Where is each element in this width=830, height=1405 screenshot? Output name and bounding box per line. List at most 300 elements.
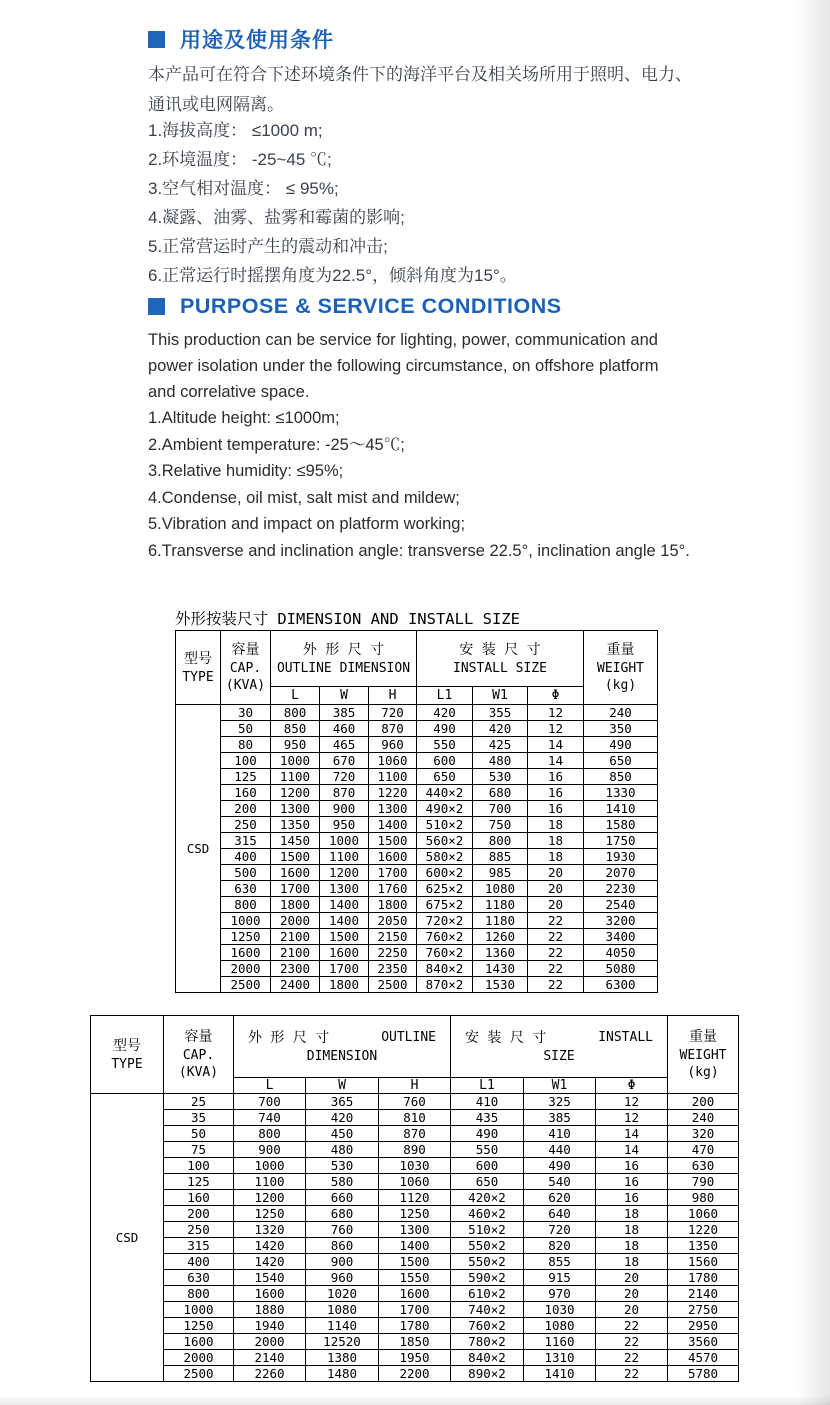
table-cell: 800	[164, 1286, 234, 1302]
table-cell: 125	[221, 769, 271, 785]
table-row	[176, 737, 658, 753]
table-cell: 1600	[164, 1334, 234, 1350]
table-cell: 12	[596, 1094, 668, 1110]
table-cell: 530	[306, 1158, 379, 1174]
table-cell: 900	[306, 1254, 379, 1270]
table-cell: 1250	[379, 1206, 451, 1222]
cn-list-item: 1.海拔高度： ≤1000 m;	[148, 121, 323, 140]
table-cell: 1750	[584, 833, 658, 849]
table-cell: 600	[451, 1158, 524, 1174]
table-cell: 1200	[271, 785, 320, 801]
table-cell: 530	[473, 769, 528, 785]
table-cell: 1330	[584, 785, 658, 801]
table-cell: 20	[528, 897, 584, 913]
cn-section-title: 用途及使用条件	[180, 29, 334, 52]
table-cell: 20	[528, 881, 584, 897]
table-cell: 400	[164, 1254, 234, 1270]
table-cell: 1500	[320, 929, 369, 945]
table-cell: 50	[164, 1126, 234, 1142]
table-cell: 2100	[271, 929, 320, 945]
table-cell: 450	[306, 1126, 379, 1142]
table-row	[91, 1222, 739, 1238]
table-cell: 22	[528, 977, 584, 993]
table-cell: 1700	[379, 1302, 451, 1318]
table-row	[91, 1302, 739, 1318]
table-cell: 720×2	[417, 913, 473, 929]
table-cell: 790	[668, 1174, 739, 1190]
table-cell: 1560	[668, 1254, 739, 1270]
table-cell: 620	[524, 1190, 596, 1206]
table-cell: 820	[524, 1238, 596, 1254]
table1-header-outline: 外 形 尺 寸 OUTLINE DIMENSION	[271, 631, 417, 687]
table-cell: 1500	[271, 849, 320, 865]
table-cell: 1400	[379, 1238, 451, 1254]
table-cell: 1800	[369, 897, 417, 913]
table-cell: 14	[596, 1126, 668, 1142]
table-cell: 1100	[369, 769, 417, 785]
table-row	[176, 769, 658, 785]
table-cell: 2950	[668, 1318, 739, 1334]
table-cell: 890	[379, 1142, 451, 1158]
table-cell: 630	[221, 881, 271, 897]
table-cell: 1950	[379, 1350, 451, 1366]
table-row	[91, 1254, 739, 1270]
table-cell: 900	[320, 801, 369, 817]
cn-list-item: 6.正常运行时摇摆角度为22.5°，倾斜角度为15°。	[148, 266, 517, 285]
table2-subcol-W: W	[306, 1078, 379, 1094]
table-cell: 2000	[164, 1350, 234, 1366]
table-cell: 510×2	[417, 817, 473, 833]
table-cell: 870	[369, 721, 417, 737]
table-row	[91, 1110, 739, 1126]
table-cell: 600	[417, 753, 473, 769]
table-cell: 1540	[234, 1270, 306, 1286]
en-list-item: 3.Relative humidity: ≤95%;	[148, 462, 344, 480]
table-cell: 1420	[234, 1254, 306, 1270]
table-cell: 440×2	[417, 785, 473, 801]
table-cell: 2000	[271, 913, 320, 929]
cn-section-heading	[148, 24, 334, 54]
table-cell: 1530	[473, 977, 528, 993]
table-cell: 760	[379, 1094, 451, 1110]
table-cell: 750	[473, 817, 528, 833]
dimension-table-2-section	[90, 1015, 739, 1382]
table-cell: 670	[320, 753, 369, 769]
table-cell: 460	[320, 721, 369, 737]
table1-header-weight: 重量 WEIGHT (kg)	[584, 631, 658, 705]
table-cell: 22	[596, 1318, 668, 1334]
table-cell: 1250	[221, 929, 271, 945]
table-cell: 410	[451, 1094, 524, 1110]
table-cell: 240	[584, 705, 658, 721]
table-cell: 2140	[668, 1286, 739, 1302]
table-cell: 890×2	[451, 1366, 524, 1382]
table-cell: 960	[306, 1270, 379, 1286]
table-cell: 2140	[234, 1350, 306, 1366]
table-cell: 760×2	[417, 929, 473, 945]
table-cell: 100	[221, 753, 271, 769]
table-cell: 420	[417, 705, 473, 721]
table-cell: 1060	[369, 753, 417, 769]
table1-body	[176, 705, 658, 993]
table-row	[91, 1094, 739, 1110]
table-cell: 1000	[164, 1302, 234, 1318]
table-cell: 2000	[234, 1334, 306, 1350]
table-cell: 850	[584, 769, 658, 785]
table-cell: 550	[451, 1142, 524, 1158]
table-cell: 1060	[379, 1174, 451, 1190]
table1-title: 外形按装尺寸 DIMENSION AND INSTALL SIZE	[175, 610, 520, 628]
table-cell: 1120	[379, 1190, 451, 1206]
table-row	[176, 977, 658, 993]
table-cell: 22	[528, 929, 584, 945]
table-cell: 420	[473, 721, 528, 737]
table-cell: 18	[528, 849, 584, 865]
table-cell: 22	[528, 913, 584, 929]
table-cell: 860	[306, 1238, 379, 1254]
table-cell: 490	[417, 721, 473, 737]
table2-body	[91, 1094, 739, 1382]
table-cell: 2500	[369, 977, 417, 993]
table1-subcol-W: W	[320, 687, 369, 705]
table2-header-outline: 外 形 尺 寸 OUTLINE DIMENSION	[234, 1016, 451, 1078]
en-list-item: 4.Condense, oil mist, salt mist and mildew;	[148, 488, 460, 507]
table-cell: 2250	[369, 945, 417, 961]
dimension-table-1-section	[175, 609, 658, 993]
table-cell: 610×2	[451, 1286, 524, 1302]
table-cell: 1160	[524, 1334, 596, 1350]
table-cell: 850	[271, 721, 320, 737]
table-cell: 14	[528, 753, 584, 769]
table-cell: 5780	[668, 1366, 739, 1382]
table-cell: 1500	[379, 1254, 451, 1270]
table-row	[176, 801, 658, 817]
table-cell: 22	[596, 1350, 668, 1366]
en-intro-line: power isolation under the following circumstance, on offshore platform	[148, 357, 659, 375]
table-cell: 1100	[320, 849, 369, 865]
table-row	[91, 1142, 739, 1158]
table-cell: 480	[306, 1142, 379, 1158]
table-cell: 1220	[668, 1222, 739, 1238]
table-cell: 2150	[369, 929, 417, 945]
cn-list-item: 5.正常营运时产生的震动和冲击;	[148, 237, 388, 256]
table-cell: 125	[164, 1174, 234, 1190]
table-cell: 18	[596, 1254, 668, 1270]
table2-header-install: 安 装 尺 寸 INSTALL SIZE	[451, 1016, 668, 1078]
table-cell: 1350	[668, 1238, 739, 1254]
table-cell: 200	[221, 801, 271, 817]
table-cell: 1600	[271, 865, 320, 881]
table-cell: 2500	[221, 977, 271, 993]
table-cell: 2100	[271, 945, 320, 961]
table-cell: 420	[306, 1110, 379, 1126]
table2-subcol-H: H	[379, 1078, 451, 1094]
table-row	[91, 1190, 739, 1206]
table-cell: 20	[528, 865, 584, 881]
table-cell: 2070	[584, 865, 658, 881]
table-row	[91, 1366, 739, 1382]
table-cell: 840×2	[417, 961, 473, 977]
dimension-install-table-2	[90, 1015, 739, 1382]
table-cell: 440	[524, 1142, 596, 1158]
table-cell: 810	[379, 1110, 451, 1126]
table-cell: 12520	[306, 1334, 379, 1350]
table-cell: 1450	[271, 833, 320, 849]
table2-subcol-L1: L1	[451, 1078, 524, 1094]
table-cell: 1300	[271, 801, 320, 817]
table-cell: 800	[234, 1126, 306, 1142]
table-cell: 700	[473, 801, 528, 817]
table-cell: 1430	[473, 961, 528, 977]
table-cell: 50	[221, 721, 271, 737]
table-cell: 1100	[271, 769, 320, 785]
table-cell: 840×2	[451, 1350, 524, 1366]
table-row	[91, 1350, 739, 1366]
table-cell: 16	[528, 785, 584, 801]
en-list-item: 5.Vibration and impact on platform working;	[148, 515, 466, 533]
table-cell: 250	[164, 1222, 234, 1238]
table-cell: 325	[524, 1094, 596, 1110]
table-cell: 1260	[473, 929, 528, 945]
table-cell: 760×2	[451, 1318, 524, 1334]
table-cell: 2500	[164, 1366, 234, 1382]
table-cell: 1600	[234, 1286, 306, 1302]
table-row	[91, 1158, 739, 1174]
table-cell: 2200	[379, 1366, 451, 1382]
table1-header-type: 型号 TYPE	[176, 631, 221, 705]
table-cell: 14	[528, 737, 584, 753]
table-cell: 550×2	[451, 1254, 524, 1270]
table-cell: 480	[473, 753, 528, 769]
cn-intro-line: 本产品可在符合下述环境条件下的海洋平台及相关场所用于照明、电力、	[148, 65, 692, 84]
cn-list-item: 3.空气相对温度： ≤ 95%;	[148, 179, 339, 198]
table-cell: 1940	[234, 1318, 306, 1334]
table-cell: 460×2	[451, 1206, 524, 1222]
table-cell: 75	[164, 1142, 234, 1158]
table-cell: 200	[668, 1094, 739, 1110]
table-cell: 970	[524, 1286, 596, 1302]
table-row	[176, 785, 658, 801]
table-cell: 800	[473, 833, 528, 849]
table-cell: 1380	[306, 1350, 379, 1366]
table-cell: 1140	[306, 1318, 379, 1334]
table-cell: 1030	[524, 1302, 596, 1318]
table-cell: 160	[164, 1190, 234, 1206]
table-cell: 400	[221, 849, 271, 865]
table-cell: 435	[451, 1110, 524, 1126]
table-cell: 500	[221, 865, 271, 881]
table-cell: 760×2	[417, 945, 473, 961]
table-cell: 1580	[584, 817, 658, 833]
cn-intro-line: 通讯或电网隔离。	[148, 95, 284, 114]
table-cell: 80	[221, 737, 271, 753]
table-row	[176, 945, 658, 961]
table-cell: 1300	[320, 881, 369, 897]
table-cell: 1300	[379, 1222, 451, 1238]
table-cell: 625×2	[417, 881, 473, 897]
table-cell: 560×2	[417, 833, 473, 849]
table-cell: 650	[417, 769, 473, 785]
table-cell: 365	[306, 1094, 379, 1110]
table-cell: 720	[369, 705, 417, 721]
table-cell: 915	[524, 1270, 596, 1286]
table-cell: 600×2	[417, 865, 473, 881]
table-cell: 1000	[234, 1158, 306, 1174]
table-cell: 1760	[369, 881, 417, 897]
table-cell: 550	[417, 737, 473, 753]
table2-subcol-W1: W1	[524, 1078, 596, 1094]
table-cell: 16	[528, 801, 584, 817]
table-cell: 18	[596, 1222, 668, 1238]
table-cell: 740	[234, 1110, 306, 1126]
table-cell: 2540	[584, 897, 658, 913]
table-cell: 490	[524, 1158, 596, 1174]
table-cell: 740×2	[451, 1302, 524, 1318]
table2-header-type: 型号 TYPE	[91, 1016, 164, 1094]
table-cell: 490×2	[417, 801, 473, 817]
table-cell: 12	[596, 1110, 668, 1126]
table2-subcol-L: L	[234, 1078, 306, 1094]
table-row	[91, 1286, 739, 1302]
table-row	[91, 1126, 739, 1142]
table-cell: 250	[221, 817, 271, 833]
table-cell: 1850	[379, 1334, 451, 1350]
table-cell: 1800	[271, 897, 320, 913]
cn-list-item: 4.凝露、油雾、盐雾和霉菌的影响;	[148, 208, 405, 227]
table-cell: 1480	[306, 1366, 379, 1382]
table-cell: 12	[528, 721, 584, 737]
table-cell: 240	[668, 1110, 739, 1126]
table-row	[176, 961, 658, 977]
table-cell: 980	[668, 1190, 739, 1206]
en-list-item: 2.Ambient temperature: -25～45℃;	[148, 435, 405, 454]
scan-edge-bottom	[0, 1395, 830, 1405]
type-cell: CSD	[176, 705, 221, 993]
table-cell: 20	[596, 1286, 668, 1302]
table-row	[91, 1318, 739, 1334]
table-row	[176, 753, 658, 769]
table-cell: 2260	[234, 1366, 306, 1382]
table-cell: 1410	[524, 1366, 596, 1382]
table-cell: 1600	[320, 945, 369, 961]
cn-conditions-list	[148, 116, 723, 290]
table-cell: 1700	[320, 961, 369, 977]
table-cell: 650	[451, 1174, 524, 1190]
table-cell: 20	[596, 1270, 668, 1286]
en-list-item: 1.Altitude height: ≤1000m;	[148, 409, 340, 427]
table-cell: 1600	[379, 1286, 451, 1302]
table-cell: 1780	[668, 1270, 739, 1286]
table-cell: 1200	[320, 865, 369, 881]
table-cell: 800	[271, 705, 320, 721]
table-cell: 550×2	[451, 1238, 524, 1254]
table1-subcol-W1: W1	[473, 687, 528, 705]
table2-header	[91, 1016, 739, 1094]
table-cell: 1000	[221, 913, 271, 929]
table-cell: 30	[221, 705, 271, 721]
table-cell: 22	[528, 945, 584, 961]
table-cell: 6300	[584, 977, 658, 993]
table-cell: 1200	[234, 1190, 306, 1206]
table1-header	[176, 631, 658, 705]
table-cell: 3200	[584, 913, 658, 929]
table-cell: 1250	[234, 1206, 306, 1222]
table-cell: 1310	[524, 1350, 596, 1366]
table-cell: 1300	[369, 801, 417, 817]
table-cell: 1250	[164, 1318, 234, 1334]
table-cell: 16	[528, 769, 584, 785]
table-cell: 410	[524, 1126, 596, 1142]
table-cell: 490	[451, 1126, 524, 1142]
table-cell: 490	[584, 737, 658, 753]
table-cell: 1930	[584, 849, 658, 865]
table-cell: 1410	[584, 801, 658, 817]
blue-square-bullet-icon	[148, 31, 165, 48]
table-cell: 985	[473, 865, 528, 881]
table-cell: 510×2	[451, 1222, 524, 1238]
table-cell: 1030	[379, 1158, 451, 1174]
table-cell: 950	[320, 817, 369, 833]
table-cell: 425	[473, 737, 528, 753]
table-cell: 800	[221, 897, 271, 913]
table2-subcol-phi: Φ	[596, 1078, 668, 1094]
table-cell: 580×2	[417, 849, 473, 865]
table-cell: 4050	[584, 945, 658, 961]
table-cell: 1400	[320, 897, 369, 913]
cn-intro-paragraph	[148, 60, 723, 120]
table-cell: 1400	[320, 913, 369, 929]
table-row	[176, 913, 658, 929]
table-cell: 2230	[584, 881, 658, 897]
table-cell: 1420	[234, 1238, 306, 1254]
table-cell: 1360	[473, 945, 528, 961]
table-cell: 16	[596, 1190, 668, 1206]
table-cell: 870×2	[417, 977, 473, 993]
table-cell: 200	[164, 1206, 234, 1222]
table1-header-install: 安 装 尺 寸 INSTALL SIZE	[417, 631, 584, 687]
table-cell: 1080	[306, 1302, 379, 1318]
table-cell: 470	[668, 1142, 739, 1158]
table-cell: 315	[164, 1238, 234, 1254]
table-cell: 580	[306, 1174, 379, 1190]
table-cell: 12	[528, 705, 584, 721]
table-cell: 1600	[369, 849, 417, 865]
table-row	[91, 1238, 739, 1254]
table-cell: 350	[584, 721, 658, 737]
table-cell: 1880	[234, 1302, 306, 1318]
en-intro-line: and correlative space.	[148, 383, 310, 401]
table-cell: 1060	[668, 1206, 739, 1222]
table-cell: 1800	[320, 977, 369, 993]
table-cell: 640	[524, 1206, 596, 1222]
table-row	[176, 881, 658, 897]
table-cell: 1080	[473, 881, 528, 897]
table-cell: 2050	[369, 913, 417, 929]
table-cell: 540	[524, 1174, 596, 1190]
table-cell: 1320	[234, 1222, 306, 1238]
en-intro-paragraph	[148, 327, 708, 405]
table-row	[176, 833, 658, 849]
scan-edge-right	[796, 0, 830, 1405]
table1-subcol-L: L	[271, 687, 320, 705]
table-cell: 16	[596, 1158, 668, 1174]
table-cell: 900	[234, 1142, 306, 1158]
table-row	[176, 705, 658, 721]
en-section-title: PURPOSE & SERVICE CONDITIONS	[180, 294, 562, 318]
table-cell: 1780	[379, 1318, 451, 1334]
table-cell: 675×2	[417, 897, 473, 913]
table-cell: 315	[221, 833, 271, 849]
